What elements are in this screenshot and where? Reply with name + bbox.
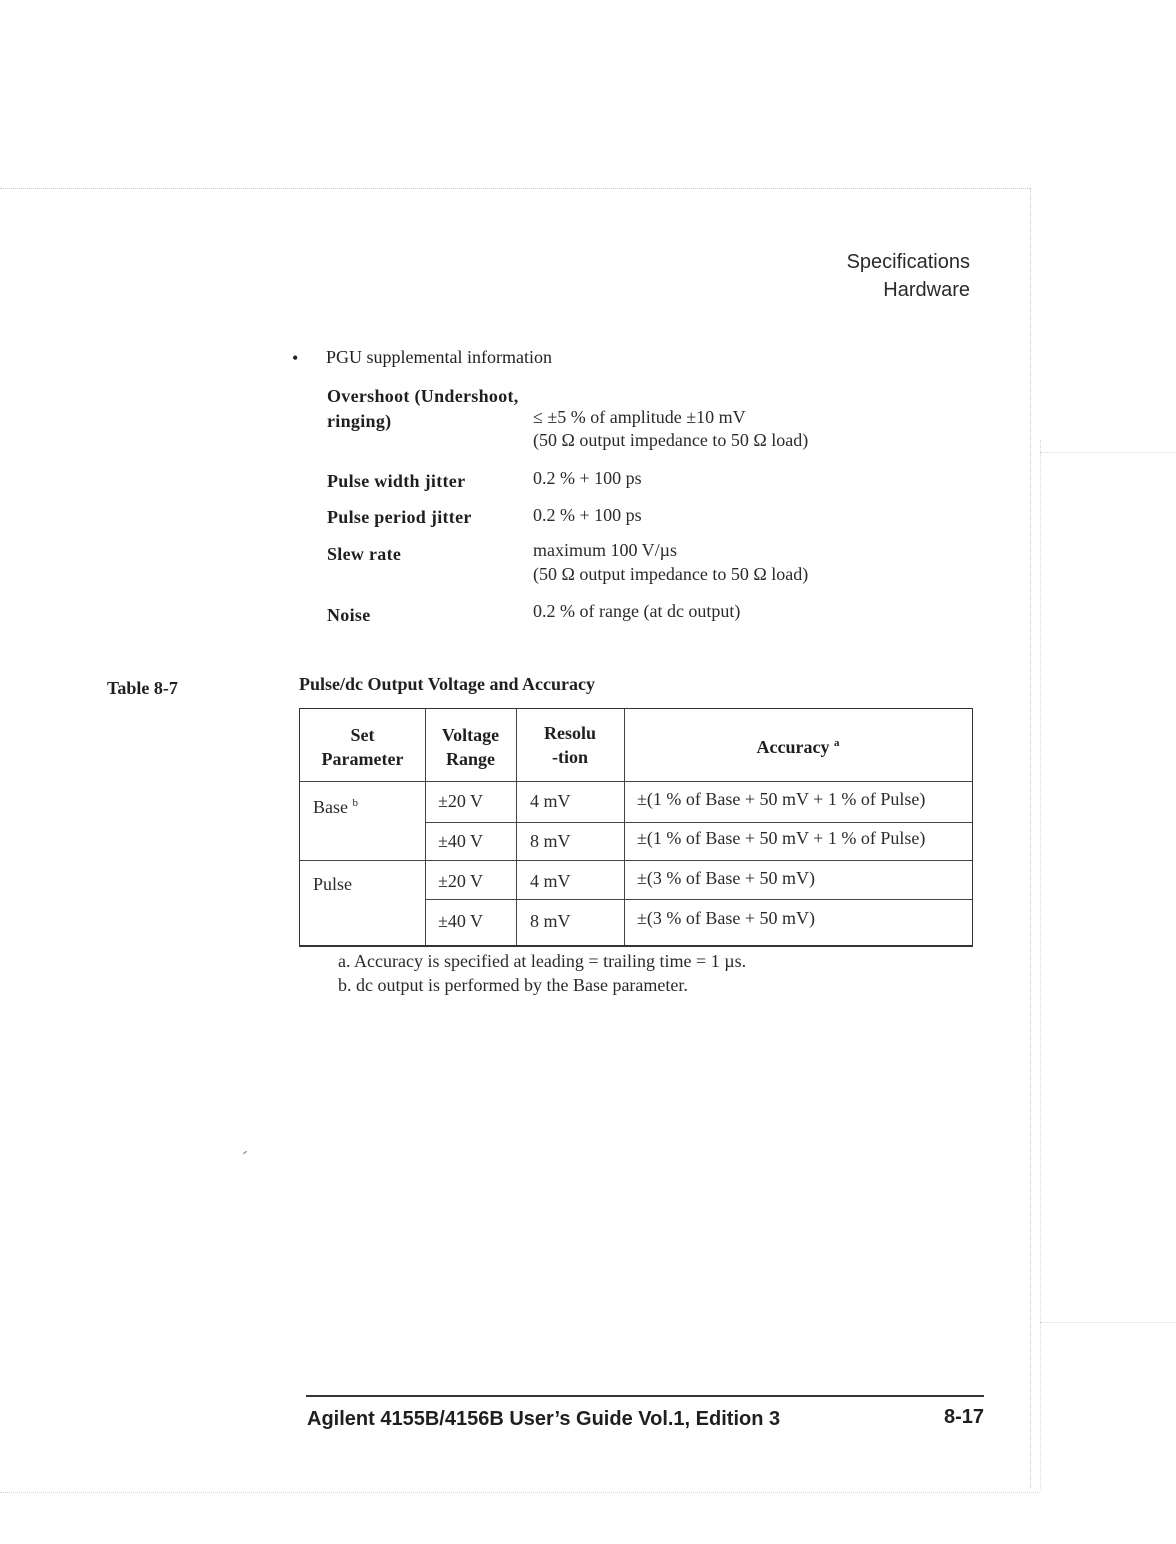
parameter-label: Pulse: [313, 874, 353, 894]
footnote-ref: a: [833, 737, 840, 749]
header-line: Parameter: [321, 749, 404, 769]
footnote-text: Accuracy is specified at leading = trailing time = 1 µs.: [354, 951, 747, 971]
running-head: [847, 248, 970, 304]
range-cell: ±20 V: [438, 791, 484, 811]
spec-label: Pulse period jitter: [327, 507, 472, 527]
resolution-cell: 4 mV: [530, 871, 571, 891]
accuracy-cell: ±(1 % of Base + 50 mV + 1 % of Pulse): [637, 789, 926, 809]
spec-label: Overshoot (Undershoot,: [327, 386, 519, 406]
spec-value: maximum 100 V/µs: [533, 540, 678, 560]
footnote-b: [338, 975, 688, 996]
spec-value: 0.2 % + 100 ps: [533, 468, 642, 488]
chapter-title: Specifications: [846, 251, 970, 273]
scan-edge-top: [0, 188, 1030, 189]
spec-value: 0.2 % + 100 ps: [533, 505, 642, 525]
resolution-cell: 4 mV: [530, 791, 571, 811]
pgu-intro: PGU supplemental information: [326, 347, 552, 367]
accuracy-cell: ±(1 % of Base + 50 mV + 1 % of Pulse): [637, 828, 926, 848]
spec-label: Noise: [327, 605, 371, 625]
range-cell: ±40 V: [438, 831, 484, 851]
footer-title: Agilent 4155B/4156B User’s Guide Vol.1, Edition 3: [307, 1408, 781, 1430]
parameter-base: [313, 797, 358, 818]
resolution-cell: 8 mV: [530, 911, 571, 931]
header-voltage-range: [425, 723, 516, 771]
header-accuracy: [624, 735, 972, 759]
scan-speck: [243, 1151, 247, 1154]
header-resolution: [516, 721, 624, 769]
table-group-rule: [300, 860, 972, 861]
header-line: Range: [446, 749, 495, 769]
header-set-parameter: [300, 723, 425, 771]
spec-value: (50 Ω output impedance to 50 Ω load): [533, 430, 809, 450]
footnote-ref: b: [352, 797, 358, 809]
scan-edge-right-inner: [1040, 440, 1041, 1490]
scan-edge-mark: [1040, 1322, 1176, 1323]
table-header-rule: [300, 781, 972, 782]
spec-value: ≤ ±5 % of amplitude ±10 mV: [533, 407, 746, 427]
bullet-marker: •: [292, 348, 299, 368]
footnote-text: dc output is performed by the Base parameter.: [356, 975, 688, 995]
accuracy-table: [299, 708, 973, 947]
scan-edge-mark: [1040, 452, 1176, 453]
spec-value: 0.2 % of range (at dc output): [533, 601, 741, 621]
page-number: 8-17: [943, 1406, 984, 1428]
header-line: Voltage: [441, 725, 500, 745]
footnote-mark: b.: [338, 975, 352, 995]
section-title: Hardware: [883, 279, 970, 301]
header-accuracy-label: Accuracy: [756, 737, 830, 757]
spec-value: (50 Ω output impedance to 50 Ω load): [533, 564, 809, 584]
parameter-label: Base: [313, 797, 348, 817]
spec-label: ringing): [327, 411, 392, 431]
range-cell: ±40 V: [438, 911, 484, 931]
resolution-cell: 8 mV: [530, 831, 571, 851]
table-number: Table 8-7: [107, 678, 178, 698]
table-title: Pulse/dc Output Voltage and Accuracy: [299, 674, 596, 694]
table-row-rule: [425, 899, 972, 900]
accuracy-cell: ±(3 % of Base + 50 mV): [637, 868, 815, 888]
footer-rule: [306, 1395, 984, 1397]
scan-edge-right: [1030, 188, 1031, 1488]
range-cell: ±20 V: [438, 871, 484, 891]
scan-edge-bottom: [0, 1492, 1040, 1493]
footnote-mark: a.: [338, 951, 351, 971]
table-row-rule: [425, 822, 972, 823]
header-line: Resolu: [543, 723, 596, 743]
header-line: -tion: [552, 747, 588, 767]
parameter-pulse: [313, 874, 352, 895]
header-line: Set: [350, 725, 375, 745]
spec-label: Pulse width jitter: [327, 471, 466, 491]
spec-label: Slew rate: [327, 544, 402, 564]
accuracy-cell: ±(3 % of Base + 50 mV): [637, 908, 815, 928]
footnote-a: [338, 951, 746, 972]
